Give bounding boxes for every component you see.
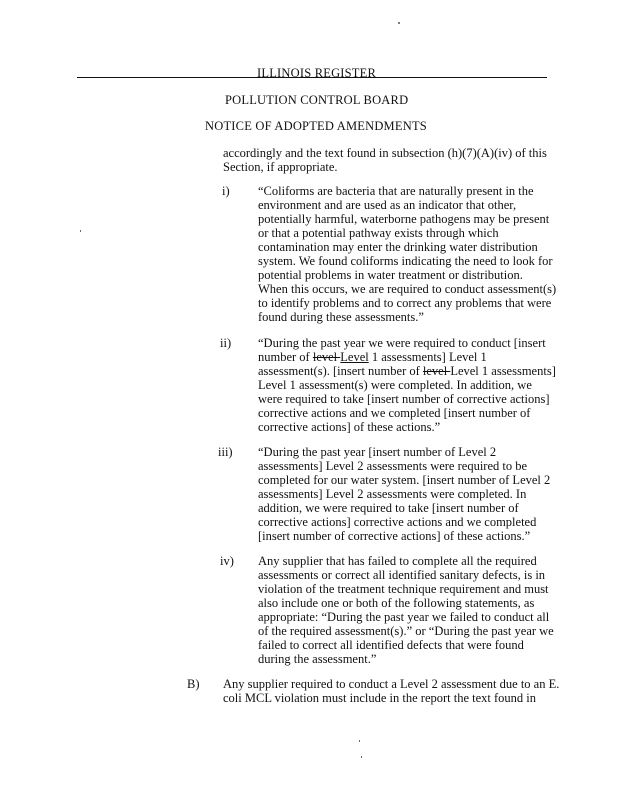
item-line: were required to take [insert number of corrective actions] [258, 392, 550, 406]
text-run: 1 assessments] Level 1 [368, 350, 487, 364]
section-line: coli MCL violation must include in the report the text found in [223, 691, 537, 705]
item-line: corrective actions] of these actions.” [258, 420, 441, 434]
header-rule [77, 77, 547, 78]
item-line: potentially harmful, waterborne pathogens may be present [258, 212, 550, 226]
item-marker: i) [222, 184, 230, 198]
item-line: appropriate: “During the past year we failed to conduct all [258, 610, 550, 624]
item-line: assessments] Level 2 assessments were completed. In [258, 487, 527, 501]
register-title: ILLINOIS REGISTER [257, 66, 377, 80]
item-line: system. We found coliforms indicating the need to look for [258, 254, 553, 268]
intro-line: Section, if appropriate. [223, 160, 338, 174]
item-line: “During the past year [insert number of Level 2 [258, 445, 497, 459]
item-line: also include one or both of the following statements, as [258, 596, 535, 610]
deleted-text: level [422, 364, 451, 378]
notice-title: NOTICE OF ADOPTED AMENDMENTS [205, 119, 427, 133]
item-line [258, 350, 487, 364]
item-line: Level 1 assessment(s) were completed. In addition, we [258, 378, 532, 392]
item-line: [insert number of corrective actions] of these actions.” [258, 529, 531, 543]
item-line: When this occurs, we are required to conduct assessment(s) [258, 282, 557, 296]
item-line: failed to correct all identified defects that were found [258, 638, 524, 652]
intro-line: accordingly and the text found in subsection (h)(7)(A)(iv) of this [223, 146, 547, 160]
text-run: Level 1 assessments] [450, 364, 556, 378]
item-line: environment and are used as an indicator that other, [258, 198, 517, 212]
item-line: of the required assessment(s).” or “During the past year we [258, 624, 554, 638]
item-marker: ii) [220, 336, 232, 350]
text-run: number of [258, 350, 313, 364]
item-line: during the assessment.” [258, 652, 377, 666]
scan-speck [359, 740, 360, 742]
inserted-text: Level [340, 350, 369, 364]
item-line: violation of the treatment technique requirement and must [258, 582, 549, 596]
item-line: addition, we were required to take [insert number of [258, 501, 519, 515]
item-line: corrective actions] corrective actions and we completed [258, 515, 537, 529]
item-line: potential problems in water treatment or distribution. [258, 268, 523, 282]
board-name: POLLUTION CONTROL BOARD [225, 93, 409, 107]
section-line: Any supplier required to conduct a Level 2 assessment due to an E. [223, 677, 560, 691]
text-run: assessment(s). [insert number of [258, 364, 423, 378]
scan-speck [80, 230, 81, 232]
deleted-text: level [312, 350, 341, 364]
section-marker: B) [187, 677, 200, 691]
item-line: found during these assessments.” [258, 310, 424, 324]
item-marker: iii) [218, 445, 233, 459]
item-line: Any supplier that has failed to complete all the required [258, 554, 537, 568]
item-line: to identify problems and to correct any problems that were [258, 296, 552, 310]
scan-speck [398, 22, 400, 24]
item-line: “Coliforms are bacteria that are naturally present in the [258, 184, 534, 198]
item-line: assessments] Level 2 assessments were required to be [258, 459, 528, 473]
item-line: “During the past year we were required to conduct [insert [258, 336, 546, 350]
scan-speck [361, 756, 362, 758]
item-line [258, 364, 556, 378]
item-line: or that a potential pathway exists through which [258, 226, 499, 240]
item-line: corrective actions and we completed [insert number of [258, 406, 531, 420]
item-line: assessments or correct all identified sanitary defects, is in [258, 568, 546, 582]
item-marker: iv) [220, 554, 234, 568]
item-line: completed for our water system. [insert number of Level 2 [258, 473, 551, 487]
item-line: contamination may enter the drinking water distribution [258, 240, 538, 254]
